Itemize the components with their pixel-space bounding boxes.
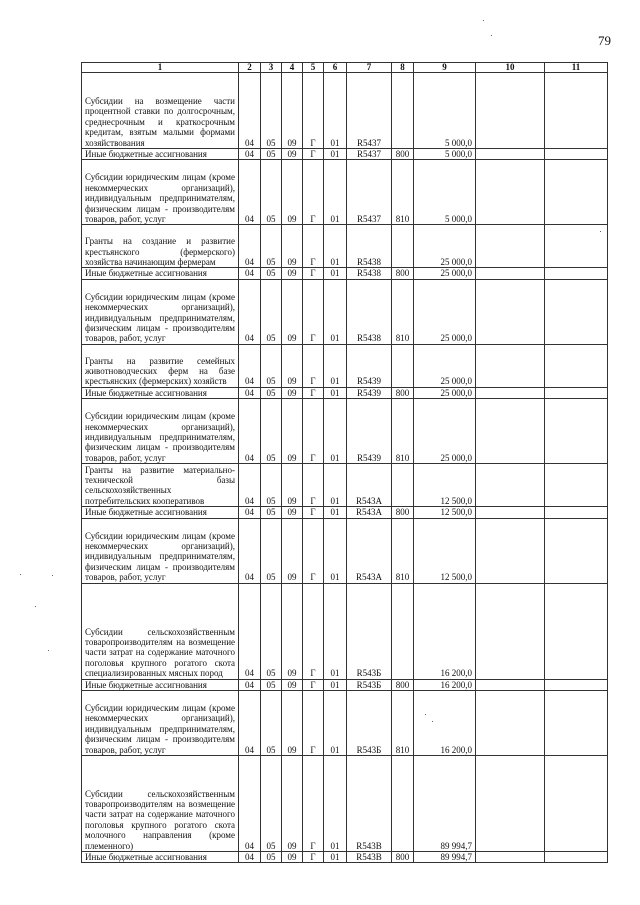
cell-col-6: 01 bbox=[324, 160, 347, 225]
cell-col-4: 09 bbox=[282, 852, 303, 863]
row-description: Субсидии юридическим лицам (кроме некоммерческих организаций), индивидуальным предпринимателям, физическим лицам - производителям товаров, работ, услуг bbox=[82, 399, 239, 464]
cell-col-2: 04 bbox=[239, 225, 261, 268]
cell-col-6: 01 bbox=[324, 852, 347, 863]
cell-col-6: 01 bbox=[324, 691, 347, 756]
cell-col-10 bbox=[476, 518, 545, 583]
cell-col-2: 04 bbox=[239, 756, 261, 852]
cell-col-3: 05 bbox=[261, 679, 282, 690]
cell-col-7: R543A bbox=[347, 464, 392, 507]
cell-col-5: Г bbox=[303, 679, 324, 690]
cell-col-6: 01 bbox=[324, 583, 347, 679]
cell-col-4: 09 bbox=[282, 225, 303, 268]
cell-col-7: R543В bbox=[347, 852, 392, 863]
cell-col-11 bbox=[545, 852, 608, 863]
column-header: 9 bbox=[414, 63, 476, 73]
cell-col-3: 05 bbox=[261, 691, 282, 756]
cell-col-4: 09 bbox=[282, 518, 303, 583]
cell-col-11 bbox=[545, 344, 608, 387]
cell-col-10 bbox=[476, 268, 545, 279]
cell-col-4: 09 bbox=[282, 344, 303, 387]
cell-col-7: R5438 bbox=[347, 268, 392, 279]
cell-col-6: 01 bbox=[324, 756, 347, 852]
cell-col-7: R5437 bbox=[347, 73, 392, 149]
cell-col-11 bbox=[545, 507, 608, 518]
cell-col-3: 05 bbox=[261, 279, 282, 344]
row-description: Субсидии юридическим лицам (кроме некоммерческих организаций), индивидуальным предпринимателям, физическим лицам - производителям товаров, работ, услуг bbox=[82, 160, 239, 225]
cell-col-11 bbox=[545, 268, 608, 279]
cell-col-9: 25 000,0 bbox=[414, 387, 476, 398]
cell-col-2: 04 bbox=[239, 691, 261, 756]
cell-col-5: Г bbox=[303, 464, 324, 507]
column-number-row bbox=[82, 63, 608, 73]
cell-col-8: 800 bbox=[392, 149, 414, 160]
cell-col-2: 04 bbox=[239, 507, 261, 518]
row-description: Субсидии на возмещение части процентной ставки по долгосрочным, среднесрочным и краткосрочным кредитам, взятым малыми формами хозяйствования bbox=[82, 73, 239, 149]
cell-col-8: 810 bbox=[392, 399, 414, 464]
table-row bbox=[82, 852, 608, 863]
column-header: 11 bbox=[545, 63, 608, 73]
cell-col-7: R543A bbox=[347, 518, 392, 583]
cell-col-7: R5437 bbox=[347, 149, 392, 160]
cell-col-2: 04 bbox=[239, 344, 261, 387]
cell-col-5: Г bbox=[303, 852, 324, 863]
table-body bbox=[82, 73, 608, 863]
row-description: Субсидии юридическим лицам (кроме некоммерческих организаций), индивидуальным предпринимателям, физическим лицам - производителям товаров, работ, услуг bbox=[82, 279, 239, 344]
cell-col-8: 800 bbox=[392, 387, 414, 398]
cell-col-2: 04 bbox=[239, 73, 261, 149]
cell-col-7: R543Б bbox=[347, 691, 392, 756]
cell-col-2: 04 bbox=[239, 583, 261, 679]
cell-col-4: 09 bbox=[282, 160, 303, 225]
cell-col-6: 01 bbox=[324, 344, 347, 387]
table-row bbox=[82, 149, 608, 160]
cell-col-11 bbox=[545, 756, 608, 852]
cell-col-9: 5 000,0 bbox=[414, 73, 476, 149]
cell-col-9: 16 200,0 bbox=[414, 691, 476, 756]
table-row bbox=[82, 160, 608, 225]
cell-col-9: 16 200,0 bbox=[414, 679, 476, 690]
cell-col-6: 01 bbox=[324, 518, 347, 583]
cell-col-2: 04 bbox=[239, 399, 261, 464]
cell-col-3: 05 bbox=[261, 268, 282, 279]
cell-col-2: 04 bbox=[239, 279, 261, 344]
row-description: Субсидии юридическим лицам (кроме некоммерческих организаций), индивидуальным предпринимателям, физическим лицам - производителям товаров, работ, услуг bbox=[82, 518, 239, 583]
cell-col-7: R5438 bbox=[347, 279, 392, 344]
cell-col-8 bbox=[392, 756, 414, 852]
cell-col-8: 810 bbox=[392, 279, 414, 344]
column-header: 4 bbox=[282, 63, 303, 73]
cell-col-11 bbox=[545, 399, 608, 464]
cell-col-4: 09 bbox=[282, 279, 303, 344]
cell-col-3: 05 bbox=[261, 399, 282, 464]
row-description: Субсидии юридическим лицам (кроме некоммерческих организаций), индивидуальным предпринимателям, физическим лицам - производителям товаров, работ, услуг bbox=[82, 691, 239, 756]
row-description: Гранты на создание и развитие крестьянского (фермерского) хозяйства начинающим фермерам bbox=[82, 225, 239, 268]
cell-col-9: 12 500,0 bbox=[414, 518, 476, 583]
cell-col-7: R543A bbox=[347, 507, 392, 518]
cell-col-7: R543В bbox=[347, 756, 392, 852]
cell-col-8 bbox=[392, 344, 414, 387]
cell-col-4: 09 bbox=[282, 399, 303, 464]
cell-col-9: 12 500,0 bbox=[414, 464, 476, 507]
cell-col-11 bbox=[545, 160, 608, 225]
column-header: 10 bbox=[476, 63, 545, 73]
cell-col-4: 09 bbox=[282, 387, 303, 398]
cell-col-10 bbox=[476, 279, 545, 344]
cell-col-11 bbox=[545, 679, 608, 690]
cell-col-4: 09 bbox=[282, 464, 303, 507]
cell-col-7: R543Б bbox=[347, 583, 392, 679]
cell-col-3: 05 bbox=[261, 583, 282, 679]
cell-col-10 bbox=[476, 679, 545, 690]
cell-col-5: Г bbox=[303, 399, 324, 464]
cell-col-4: 09 bbox=[282, 691, 303, 756]
cell-col-8 bbox=[392, 583, 414, 679]
table-row bbox=[82, 583, 608, 679]
cell-col-5: Г bbox=[303, 756, 324, 852]
cell-col-3: 05 bbox=[261, 756, 282, 852]
cell-col-8: 800 bbox=[392, 507, 414, 518]
cell-col-9: 16 200,0 bbox=[414, 583, 476, 679]
cell-col-5: Г bbox=[303, 507, 324, 518]
cell-col-3: 05 bbox=[261, 344, 282, 387]
cell-col-6: 01 bbox=[324, 464, 347, 507]
column-header: 8 bbox=[392, 63, 414, 73]
table-row bbox=[82, 518, 608, 583]
cell-col-9: 25 000,0 bbox=[414, 225, 476, 268]
table-row bbox=[82, 507, 608, 518]
cell-col-6: 01 bbox=[324, 399, 347, 464]
cell-col-9: 5 000,0 bbox=[414, 149, 476, 160]
cell-col-9: 25 000,0 bbox=[414, 399, 476, 464]
cell-col-4: 09 bbox=[282, 73, 303, 149]
column-header: 7 bbox=[347, 63, 392, 73]
row-description: Гранты на развитие семейных животноводческих ферм на базе крестьянских (фермерских) хозяйств bbox=[82, 344, 239, 387]
column-header: 2 bbox=[239, 63, 261, 73]
cell-col-2: 04 bbox=[239, 518, 261, 583]
cell-col-4: 09 bbox=[282, 507, 303, 518]
cell-col-11 bbox=[545, 464, 608, 507]
page-number: 79 bbox=[598, 33, 611, 48]
table-row bbox=[82, 344, 608, 387]
cell-col-8: 810 bbox=[392, 160, 414, 225]
cell-col-9: 25 000,0 bbox=[414, 268, 476, 279]
cell-col-5: Г bbox=[303, 73, 324, 149]
table-row bbox=[82, 225, 608, 268]
cell-col-6: 01 bbox=[324, 268, 347, 279]
row-description: Иные бюджетные ассигнования bbox=[82, 507, 239, 518]
cell-col-7: R543Б bbox=[347, 679, 392, 690]
cell-col-7: R5437 bbox=[347, 160, 392, 225]
cell-col-5: Г bbox=[303, 225, 324, 268]
cell-col-8: 800 bbox=[392, 679, 414, 690]
cell-col-11 bbox=[545, 73, 608, 149]
cell-col-2: 04 bbox=[239, 852, 261, 863]
cell-col-5: Г bbox=[303, 268, 324, 279]
cell-col-11 bbox=[545, 149, 608, 160]
cell-col-3: 05 bbox=[261, 852, 282, 863]
cell-col-3: 05 bbox=[261, 225, 282, 268]
cell-col-4: 09 bbox=[282, 149, 303, 160]
table-row bbox=[82, 679, 608, 690]
cell-col-7: R5439 bbox=[347, 344, 392, 387]
cell-col-9: 89 994,7 bbox=[414, 756, 476, 852]
cell-col-8 bbox=[392, 464, 414, 507]
table-row bbox=[82, 268, 608, 279]
cell-col-8: 800 bbox=[392, 852, 414, 863]
column-header: 6 bbox=[324, 63, 347, 73]
cell-col-6: 01 bbox=[324, 225, 347, 268]
cell-col-9: 25 000,0 bbox=[414, 344, 476, 387]
cell-col-10 bbox=[476, 756, 545, 852]
cell-col-10 bbox=[476, 73, 545, 149]
cell-col-4: 09 bbox=[282, 679, 303, 690]
budget-table bbox=[81, 62, 608, 863]
cell-col-2: 04 bbox=[239, 464, 261, 507]
row-description: Иные бюджетные ассигнования bbox=[82, 387, 239, 398]
table-row bbox=[82, 756, 608, 852]
cell-col-10 bbox=[476, 507, 545, 518]
cell-col-8 bbox=[392, 225, 414, 268]
row-description: Субсидии сельскохозяйственным товаропроизводителям на возмещение части затрат на содержание маточного поголовья крупного рогатого скота специализированных мясных пород bbox=[82, 583, 239, 679]
cell-col-7: R5439 bbox=[347, 399, 392, 464]
cell-col-2: 04 bbox=[239, 387, 261, 398]
cell-col-2: 04 bbox=[239, 149, 261, 160]
cell-col-10 bbox=[476, 387, 545, 398]
column-header: 3 bbox=[261, 63, 282, 73]
row-description: Иные бюджетные ассигнования bbox=[82, 679, 239, 690]
cell-col-10 bbox=[476, 464, 545, 507]
cell-col-11 bbox=[545, 691, 608, 756]
cell-col-5: Г bbox=[303, 160, 324, 225]
cell-col-3: 05 bbox=[261, 464, 282, 507]
cell-col-10 bbox=[476, 583, 545, 679]
cell-col-2: 04 bbox=[239, 268, 261, 279]
cell-col-4: 09 bbox=[282, 583, 303, 679]
cell-col-10 bbox=[476, 399, 545, 464]
row-description: Гранты на развитие материально-технической базы сельскохозяйственных потребительских кооперативов bbox=[82, 464, 239, 507]
cell-col-7: R5438 bbox=[347, 225, 392, 268]
column-header: 1 bbox=[82, 63, 239, 73]
cell-col-5: Г bbox=[303, 149, 324, 160]
table-row bbox=[82, 73, 608, 149]
cell-col-11 bbox=[545, 225, 608, 268]
cell-col-6: 01 bbox=[324, 679, 347, 690]
cell-col-5: Г bbox=[303, 691, 324, 756]
cell-col-4: 09 bbox=[282, 268, 303, 279]
cell-col-3: 05 bbox=[261, 518, 282, 583]
cell-col-6: 01 bbox=[324, 507, 347, 518]
cell-col-9: 5 000,0 bbox=[414, 160, 476, 225]
row-description: Иные бюджетные ассигнования bbox=[82, 268, 239, 279]
cell-col-3: 05 bbox=[261, 507, 282, 518]
cell-col-10 bbox=[476, 160, 545, 225]
cell-col-6: 01 bbox=[324, 149, 347, 160]
cell-col-10 bbox=[476, 344, 545, 387]
cell-col-5: Г bbox=[303, 279, 324, 344]
cell-col-11 bbox=[545, 518, 608, 583]
cell-col-6: 01 bbox=[324, 387, 347, 398]
row-description: Иные бюджетные ассигнования bbox=[82, 852, 239, 863]
cell-col-2: 04 bbox=[239, 679, 261, 690]
row-description: Субсидии сельскохозяйственным товаропроизводителям на возмещение части затрат на содержание маточного поголовья крупного рогатого скота молочного направления (кроме племенного) bbox=[82, 756, 239, 852]
cell-col-11 bbox=[545, 387, 608, 398]
cell-col-7: R5439 bbox=[347, 387, 392, 398]
table-row bbox=[82, 387, 608, 398]
cell-col-10 bbox=[476, 691, 545, 756]
cell-col-2: 04 bbox=[239, 160, 261, 225]
cell-col-8: 810 bbox=[392, 518, 414, 583]
cell-col-5: Г bbox=[303, 583, 324, 679]
cell-col-9: 25 000,0 bbox=[414, 279, 476, 344]
cell-col-6: 01 bbox=[324, 73, 347, 149]
cell-col-11 bbox=[545, 279, 608, 344]
cell-col-6: 01 bbox=[324, 279, 347, 344]
cell-col-5: Г bbox=[303, 518, 324, 583]
cell-col-3: 05 bbox=[261, 160, 282, 225]
cell-col-8: 800 bbox=[392, 268, 414, 279]
cell-col-10 bbox=[476, 149, 545, 160]
cell-col-3: 05 bbox=[261, 387, 282, 398]
cell-col-4: 09 bbox=[282, 756, 303, 852]
cell-col-5: Г bbox=[303, 387, 324, 398]
table-row bbox=[82, 279, 608, 344]
cell-col-11 bbox=[545, 583, 608, 679]
row-description: Иные бюджетные ассигнования bbox=[82, 149, 239, 160]
cell-col-9: 89 994,7 bbox=[414, 852, 476, 863]
table-row bbox=[82, 399, 608, 464]
cell-col-8: 810 bbox=[392, 691, 414, 756]
cell-col-10 bbox=[476, 852, 545, 863]
table-row bbox=[82, 464, 608, 507]
cell-col-3: 05 bbox=[261, 149, 282, 160]
cell-col-10 bbox=[476, 225, 545, 268]
cell-col-9: 12 500,0 bbox=[414, 507, 476, 518]
table-row bbox=[82, 691, 608, 756]
column-header: 5 bbox=[303, 63, 324, 73]
cell-col-8 bbox=[392, 73, 414, 149]
cell-col-3: 05 bbox=[261, 73, 282, 149]
cell-col-5: Г bbox=[303, 344, 324, 387]
